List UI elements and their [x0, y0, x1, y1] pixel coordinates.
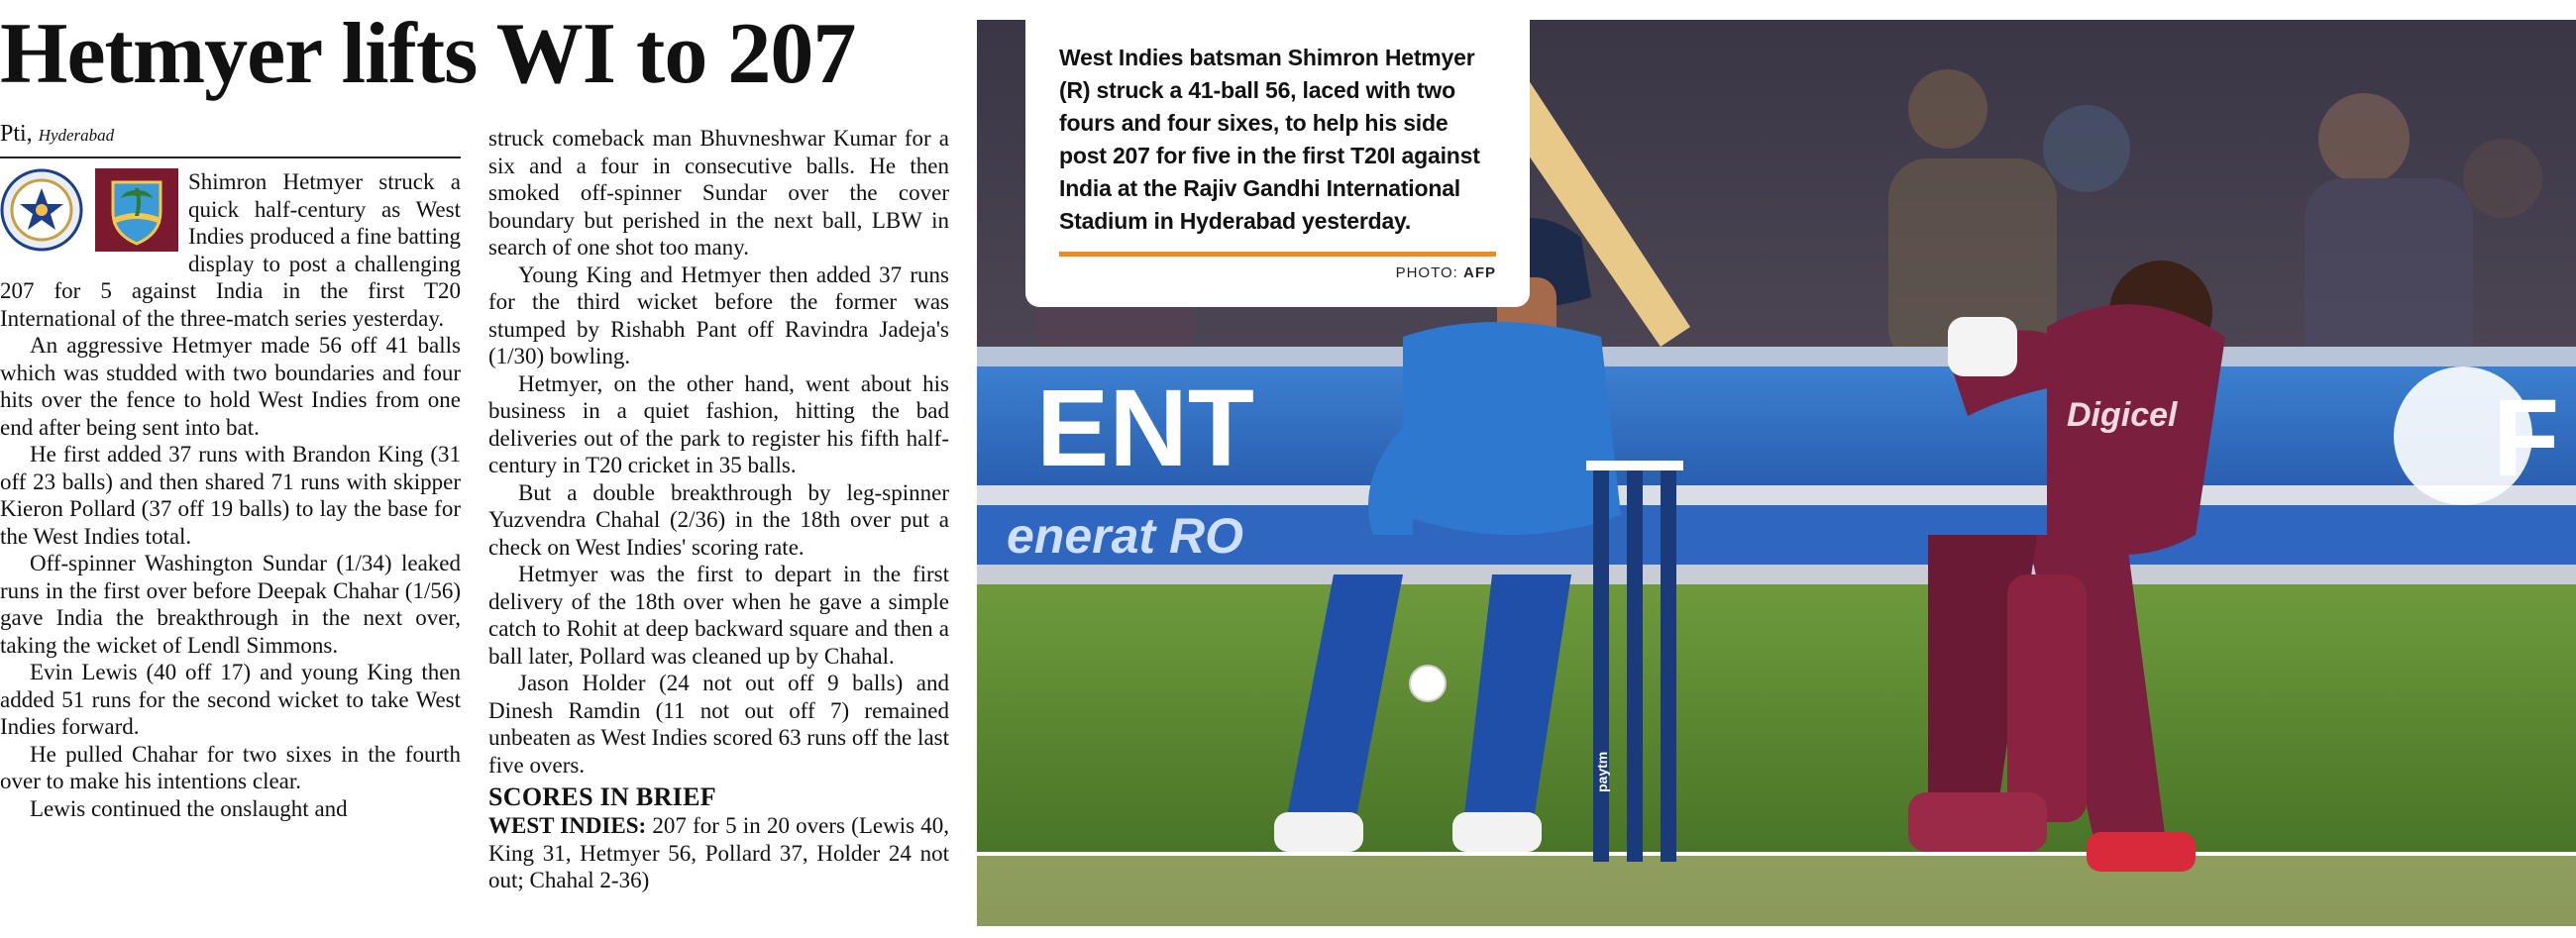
paragraph: Lewis continued the onslaught and	[30, 795, 348, 821]
stumps-icon	[1586, 461, 1683, 862]
paragraph: struck comeback man Bhuvneshwar Kumar for a six and a four in consecutive balls. He then smoked off-spinner Sundar over the cover boundary but perished in the next ball, LBW in search of one shot too many.	[488, 126, 949, 260]
paragraph: Jason Holder (24 not out off 9 balls) and Dinesh Ramdin (11 not out off 7) remained unbeaten as West Indies scored 63 runs off the last five overs.	[488, 671, 949, 778]
headline: Hetmyer lifts WI to 207	[0, 6, 856, 102]
byline	[0, 117, 461, 158]
scores-text: 207 for 5 in 20 overs (Lewis 40, King 31, Hetmyer 56, Pollard 37, Holder 24 not out; Chahal 2-36)	[488, 813, 949, 892]
board-text-3: F	[2493, 377, 2560, 499]
stump-sponsor: paytm	[1594, 751, 1610, 792]
paragraph: An aggressive Hetmyer made 56 off 41 balls which was studded with two boundaries and four hits over the fence to hold West Indies from one end after being sent into bat.	[0, 333, 461, 440]
board-text-2: enerat RO	[1007, 508, 1243, 564]
paragraph: But a double breakthrough by leg-spinner Yuzvendra Chahal (2/36) in the 18th over put a check on West Indies' scoring rate.	[488, 479, 949, 560]
article-column-2	[488, 125, 949, 938]
scores-paragraph	[488, 812, 949, 894]
photo-credit	[1059, 264, 1496, 281]
article-column-1	[0, 168, 461, 938]
caption-divider	[1059, 252, 1496, 257]
paragraph: He pulled Chahar for two sixes in the fourth over to make his intentions clear.	[0, 741, 461, 793]
paragraph: Hetmyer was the first to depart in the first delivery of the 18th over when he gave a simple catch to Rohit at deep backward square and then a ball later, Pollard was cleaned up by Chahal.	[488, 562, 949, 669]
team-logos	[0, 168, 178, 252]
paragraph: He first added 37 runs with Brandon King (31 off 23 balls) and then shared 71 runs with skipper Kieron Pollard (37 off 19 balls) to lay the base for the West Indies total.	[0, 442, 461, 549]
caption-text: West Indies batsman Shimron Hetmyer (R) struck a 41-ball 56, laced with two fours and four sixes, to help his side post 207 for five in the first T20I against India at the Rajiv Gandhi International Stadium in Hyderabad yesterday.	[1059, 45, 1480, 234]
paragraph: Off-spinner Washington Sundar (1/34) leaked runs in the first over before Deepak Chahar (1/56) gave India the breakthrough in the next over, taking the wicket of Lendl Simmons.	[0, 551, 461, 658]
photo-caption	[1025, 20, 1530, 307]
bcci-logo-icon	[0, 168, 83, 252]
credit-agency: AFP	[1463, 264, 1496, 281]
paragraph: Young King and Hetmyer then added 37 runs for the third wicket before the former was stumped by Rishabh Pant off Ravindra Jadeja's (1/30) bowling.	[488, 261, 949, 368]
credit-label: PHOTO:	[1395, 264, 1458, 281]
scores-heading: SCORES IN BRIEF	[488, 782, 716, 811]
byline-agency: Pti,	[0, 121, 33, 147]
paragraph: Shimron Hetmyer struck a quick half-century as West Indies produced a fine batting display to post a challenging 207 for 5 against India in the first T20 International of the three-match series yesterday.	[0, 169, 461, 331]
board-text-1: ENT	[1036, 367, 1254, 489]
paragraph: Evin Lewis (40 off 17) and young King then added 51 runs for the second wicket to take West Indies forward.	[0, 660, 461, 739]
byline-place: Hyderabad	[38, 126, 115, 145]
shirt-sponsor: Digicel	[2067, 396, 2178, 434]
paragraph: Hetmyer, on the other hand, went about his business in a quiet fashion, hitting the bad deliveries out of the park to register his fifth half-century in T20 cricket in 35 balls.	[488, 370, 949, 477]
west-indies-logo-icon	[95, 168, 178, 252]
scores-team: WEST INDIES:	[488, 813, 647, 838]
